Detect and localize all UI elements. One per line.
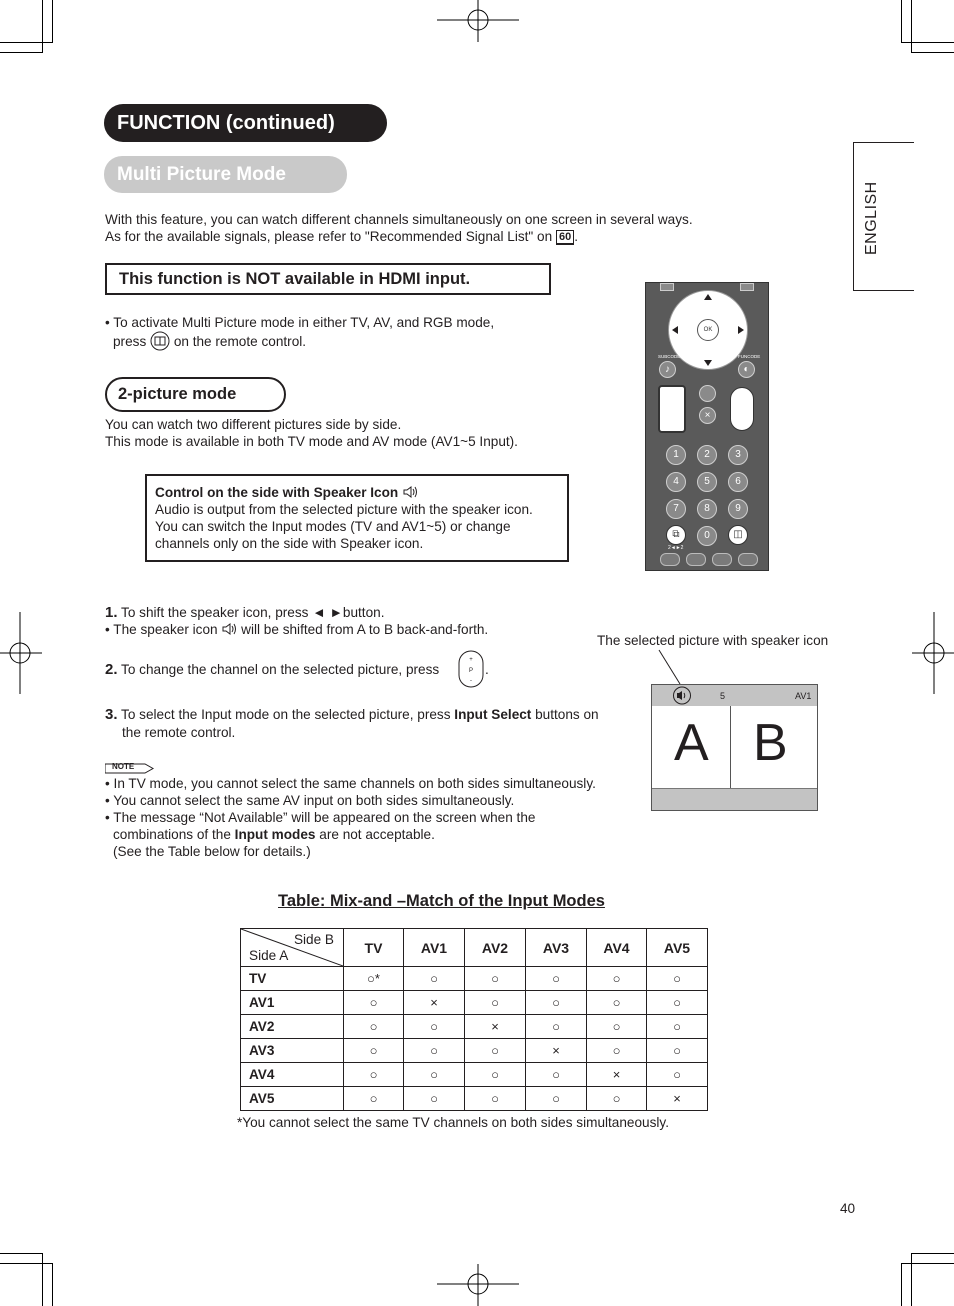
remote-key-8: 8 [697,499,717,519]
registration-mark [437,0,519,42]
crop-mark [912,1253,954,1254]
caption-pointer-line [655,648,685,688]
remote-funcode-label: FUNCODE [738,354,761,359]
note-bullet-2: • You cannot select the same AV input on both sides simultaneously. [105,793,515,808]
step-3-line-2: the remote control. [122,725,236,740]
table-title: Table: Mix-and –Match of the Input Modes [278,892,605,910]
table-cell: ○ [526,1015,587,1039]
note-badge [105,761,155,772]
registration-mark [0,612,42,694]
step-1-number: 1. [105,604,118,621]
crop-mark [911,0,912,53]
row-header: TV [241,967,344,991]
table-header-row [241,929,708,967]
crop-mark [52,0,53,42]
step-2-number: 2. [105,661,118,678]
step-3 [105,706,599,723]
sub-section-header: Multi Picture Mode [104,156,347,193]
screen-divider [730,706,731,788]
svg-text:P: P [468,668,474,674]
step-1-sub [105,621,488,638]
screen-input: AV1 [795,691,812,701]
page-ref-badge[interactable]: 60 [556,230,574,245]
table-cell: ○ [344,1015,404,1039]
two-picture-line-1: You can watch two different pictures side by side. [105,417,402,432]
note-b3-input-modes: Input modes [234,827,316,842]
table-cell: ○ [526,1087,587,1111]
table-footnote: *You cannot select the same TV channels on both sides simultaneously. [237,1115,669,1130]
speaker-control-line-1: Audio is output from the selected picture with the speaker icon. [155,502,533,517]
table-cell: ○ [344,1063,404,1087]
step-2-end: . [485,662,489,677]
activate-line-2 [113,331,306,351]
crop-mark [0,52,42,53]
row-header: AV5 [241,1087,344,1111]
corner-side-a: Side A [249,948,289,963]
table-cell: ○ [526,991,587,1015]
remote-mute-button: × [699,407,716,424]
channel-rocker-icon [458,650,486,688]
col-header: AV5 [647,929,708,967]
table-row [241,967,708,991]
table-cell: ○ [465,1039,526,1063]
remote-key-0: 0 [697,526,717,546]
remote-volume-rocker [658,385,686,433]
hdmi-notice: This function is NOT available in HDMI input. [105,263,551,295]
note-b3-text-b: are not acceptable. [319,827,435,842]
page-number: 40 [840,1201,856,1216]
table-cell: ○ [344,1087,404,1111]
step-2-text: To change the channel on the selected picture, press [121,662,440,677]
step-3-input-select: Input Select [454,707,532,722]
intro-line-2-text: As for the available signals, please refer to "Recommended Signal List" on [105,229,553,244]
remote-2x2-label: 2◄►2 [668,545,684,551]
table-row [241,1039,708,1063]
table-cell: ○ [587,1039,647,1063]
table-cell: ○ [344,1039,404,1063]
table-cell: ○ [465,967,526,991]
crop-mark [901,1264,902,1306]
table-cell: ○ [526,1063,587,1087]
step-1-sub-text-a: • The speaker icon [105,622,218,637]
table-cell: ○ [465,1063,526,1087]
col-header: TV [344,929,404,967]
speaker-control-title [155,484,567,501]
crop-mark [912,52,954,53]
screen-picture-a: A [674,714,709,772]
intro-line-2-end: . [574,229,578,244]
note-bullet-3-line-2 [113,826,435,843]
registration-mark [437,1264,519,1306]
table-cell: ○ [647,1015,708,1039]
table-cell: ○ [647,1039,708,1063]
remote-multi-picture-button: ◫ [728,525,748,545]
remote-key-9: 9 [728,499,748,519]
table-cell: ○* [344,967,404,991]
speaker-control-box [145,474,569,562]
language-tab-label: ENGLISH [863,181,880,255]
speaker-control-title-text: Control on the side with Speaker Icon [155,485,399,500]
activate-line-1: • To activate Multi Picture mode in either TV, AV, and RGB mode, [105,315,495,330]
crop-mark [0,42,53,43]
table-cell: ○ [647,967,708,991]
svg-text:-: - [470,678,472,684]
screen-picture-b: B [753,714,788,772]
remote-channel-rocker [730,387,754,431]
table-row [241,1087,708,1111]
table-cell: ○ [465,991,526,1015]
step-1 [105,604,384,621]
multi-picture-button-icon [150,331,170,351]
intro-line-2 [105,228,578,245]
step-1-text: To shift the speaker icon, press ◄ ►button. [121,605,385,620]
remote-key-2: 2 [697,445,717,465]
remote-key-4: 4 [666,472,686,492]
activate-press-text: press [113,334,147,349]
table-cell: ○ [587,991,647,1015]
table-cell: ○ [404,967,465,991]
screen-bottom-bar [652,788,817,810]
remote-control-image [645,282,769,571]
remote-key-3: 3 [728,445,748,465]
note-bullet-3-line-3: (See the Table below for details.) [113,844,311,859]
row-header: AV3 [241,1039,344,1063]
screen-caption: The selected picture with speaker icon [597,633,829,648]
table-cell: ○ [587,1087,647,1111]
table-cell: ○ [344,991,404,1015]
table-cell: ○ [647,991,708,1015]
note-bullet-1: • In TV mode, you cannot select the same channels on both sides simultaneously. [105,776,596,791]
step-3-number: 3. [105,706,118,723]
note-b3-text-a: combinations of the [113,827,231,842]
step-3-text-a: To select the Input mode on the selected picture, press [121,707,451,722]
registration-mark [912,612,954,694]
row-header: AV2 [241,1015,344,1039]
speaker-control-line-3: channels only on the side with Speaker icon. [155,536,424,551]
table-cell: ○ [404,1087,465,1111]
language-tab [853,142,914,291]
crop-mark [42,0,43,53]
col-header: AV2 [465,929,526,967]
table-corner-cell [241,929,344,967]
svg-text:+: + [469,657,473,663]
table-cell: ○ [404,1063,465,1087]
crop-mark [901,42,954,43]
table-cell: ○ [647,1063,708,1087]
crop-mark [901,1263,954,1264]
input-mode-table [240,928,708,1111]
table-cell: ○ [526,967,587,991]
corner-side-b: Side B [293,932,334,947]
remote-key-7: 7 [666,499,686,519]
crop-mark [911,1253,912,1306]
table-row [241,1063,708,1087]
remote-input-button [699,385,716,402]
crop-mark [901,0,902,42]
table-row [241,1015,708,1039]
note-badge-label: NOTE [112,762,135,771]
crop-mark [0,1263,53,1264]
table-cell: × [465,1015,526,1039]
crop-mark [52,1264,53,1306]
two-picture-screen [651,684,818,811]
remote-funcode-button: ◐ [738,361,755,378]
speaker-icon [672,686,692,705]
remote-key-6: 6 [728,472,748,492]
remote-2x2-button: ⧉ [666,525,686,545]
intro-line-1: With this feature, you can watch different channels simultaneously on one screen in several ways. [105,212,693,227]
table-cell: × [526,1039,587,1063]
table-cell: ○ [587,967,647,991]
table-cell: ○ [404,1015,465,1039]
remote-bottom-buttons [660,553,758,567]
step-3-text-b: buttons on [535,707,599,722]
col-header: AV4 [587,929,647,967]
table-cell: ○ [465,1087,526,1111]
screen-channel: 5 [720,691,726,701]
row-header: AV1 [241,991,344,1015]
crop-mark [0,1253,42,1254]
table-cell: × [404,991,465,1015]
remote-key-5: 5 [697,472,717,492]
step-2 [105,661,439,678]
remote-key-1: 1 [666,445,686,465]
speaker-control-line-2: You can switch the Input modes (TV and AV1~5) or change [155,519,511,534]
speaker-icon [221,622,237,636]
col-header: AV3 [526,929,587,967]
table-cell: ○ [404,1039,465,1063]
crop-mark [42,1253,43,1306]
remote-subcode-button: ♪ [659,361,676,378]
note-bullet-3: • The message “Not Available” will be appeared on the screen when the [105,810,536,825]
two-picture-line-2: This mode is available in both TV mode and AV mode (AV1~5 Input). [105,434,518,449]
col-header: AV1 [404,929,465,967]
activate-remote-text: on the remote control. [173,334,307,349]
table-cell: × [647,1087,708,1111]
speaker-icon [402,485,418,499]
step-1-sub-text-b: will be shifted from A to B back-and-forth. [241,622,489,637]
table-cell: ○ [587,1015,647,1039]
row-header: AV4 [241,1063,344,1087]
two-picture-mode-header: 2-picture mode [105,377,286,412]
remote-subcode-label: SUBCODE [658,354,681,359]
table-row [241,991,708,1015]
remote-ok-button: OK [697,319,719,341]
section-header: FUNCTION (continued) [104,104,387,142]
table-cell: × [587,1063,647,1087]
